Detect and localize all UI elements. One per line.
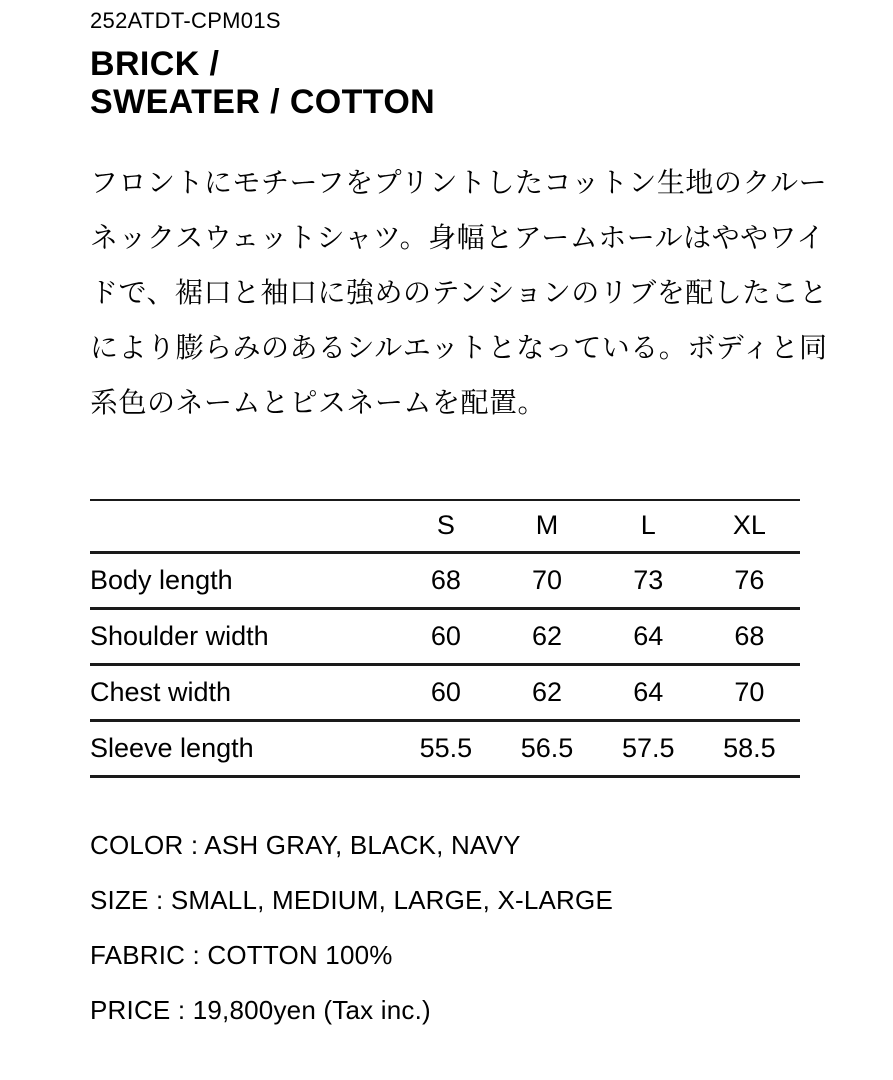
- size-spec-section: [90, 499, 800, 778]
- description-line: ドで、裾口と袖口に強めのテンションのリブを配したこと: [90, 277, 828, 308]
- size-column-header: XL: [699, 500, 800, 552]
- size-table-row: [90, 552, 800, 608]
- product-title-line-1: BRICK /: [90, 45, 220, 83]
- size-table-corner-cell: [90, 500, 395, 552]
- product-title: [90, 45, 435, 121]
- description-line: により膨らみのあるシルエットとなっている。ボディと同: [90, 332, 828, 363]
- detail-size-line: SIZE : SMALL, MEDIUM, LARGE, X-LARGE: [90, 885, 613, 915]
- measurement-value: 58.5: [699, 720, 800, 776]
- measurement-value: 68: [395, 552, 496, 608]
- measurement-label: Body length: [90, 552, 395, 608]
- size-table-row: [90, 720, 800, 776]
- measurement-label: Shoulder width: [90, 608, 395, 664]
- size-column-header: L: [598, 500, 699, 552]
- size-column-header: S: [395, 500, 496, 552]
- measurement-value: 73: [598, 552, 699, 608]
- size-table-header-row: [90, 500, 800, 552]
- product-details: [90, 818, 613, 1038]
- detail-fabric-line: FABRIC : COTTON 100%: [90, 940, 393, 970]
- measurement-value: 76: [699, 552, 800, 608]
- product-code: 252ATDT-CPM01S: [90, 8, 281, 33]
- size-table-row: [90, 608, 800, 664]
- measurement-value: 70: [496, 552, 597, 608]
- measurement-value: 55.5: [395, 720, 496, 776]
- measurement-value: 64: [598, 608, 699, 664]
- description-line: 系色のネームとピスネームを配置。: [90, 387, 547, 418]
- measurement-value: 56.5: [496, 720, 597, 776]
- measurement-value: 60: [395, 664, 496, 720]
- detail-color-line: COLOR : ASH GRAY, BLACK, NAVY: [90, 830, 521, 860]
- measurement-value: 62: [496, 664, 597, 720]
- measurement-value: 60: [395, 608, 496, 664]
- measurement-value: 62: [496, 608, 597, 664]
- measurement-value: 64: [598, 664, 699, 720]
- size-spec-table: [90, 499, 800, 778]
- detail-price-line: PRICE : 19,800yen (Tax inc.): [90, 995, 431, 1025]
- size-table-body: [90, 552, 800, 776]
- measurement-value: 70: [699, 664, 800, 720]
- measurement-label: Chest width: [90, 664, 395, 720]
- description-line: フロントにモチーフをプリントしたコットン生地のクルー: [90, 167, 828, 198]
- size-table-row: [90, 664, 800, 720]
- measurement-value: 68: [699, 608, 800, 664]
- product-description: [90, 155, 828, 430]
- product-title-line-2: SWEATER / COTTON: [90, 83, 436, 121]
- description-line: ネックスウェットシャツ。身幅とアームホールはややワイ: [90, 222, 825, 253]
- measurement-value: 57.5: [598, 720, 699, 776]
- size-column-header: M: [496, 500, 597, 552]
- measurement-label: Sleeve length: [90, 720, 395, 776]
